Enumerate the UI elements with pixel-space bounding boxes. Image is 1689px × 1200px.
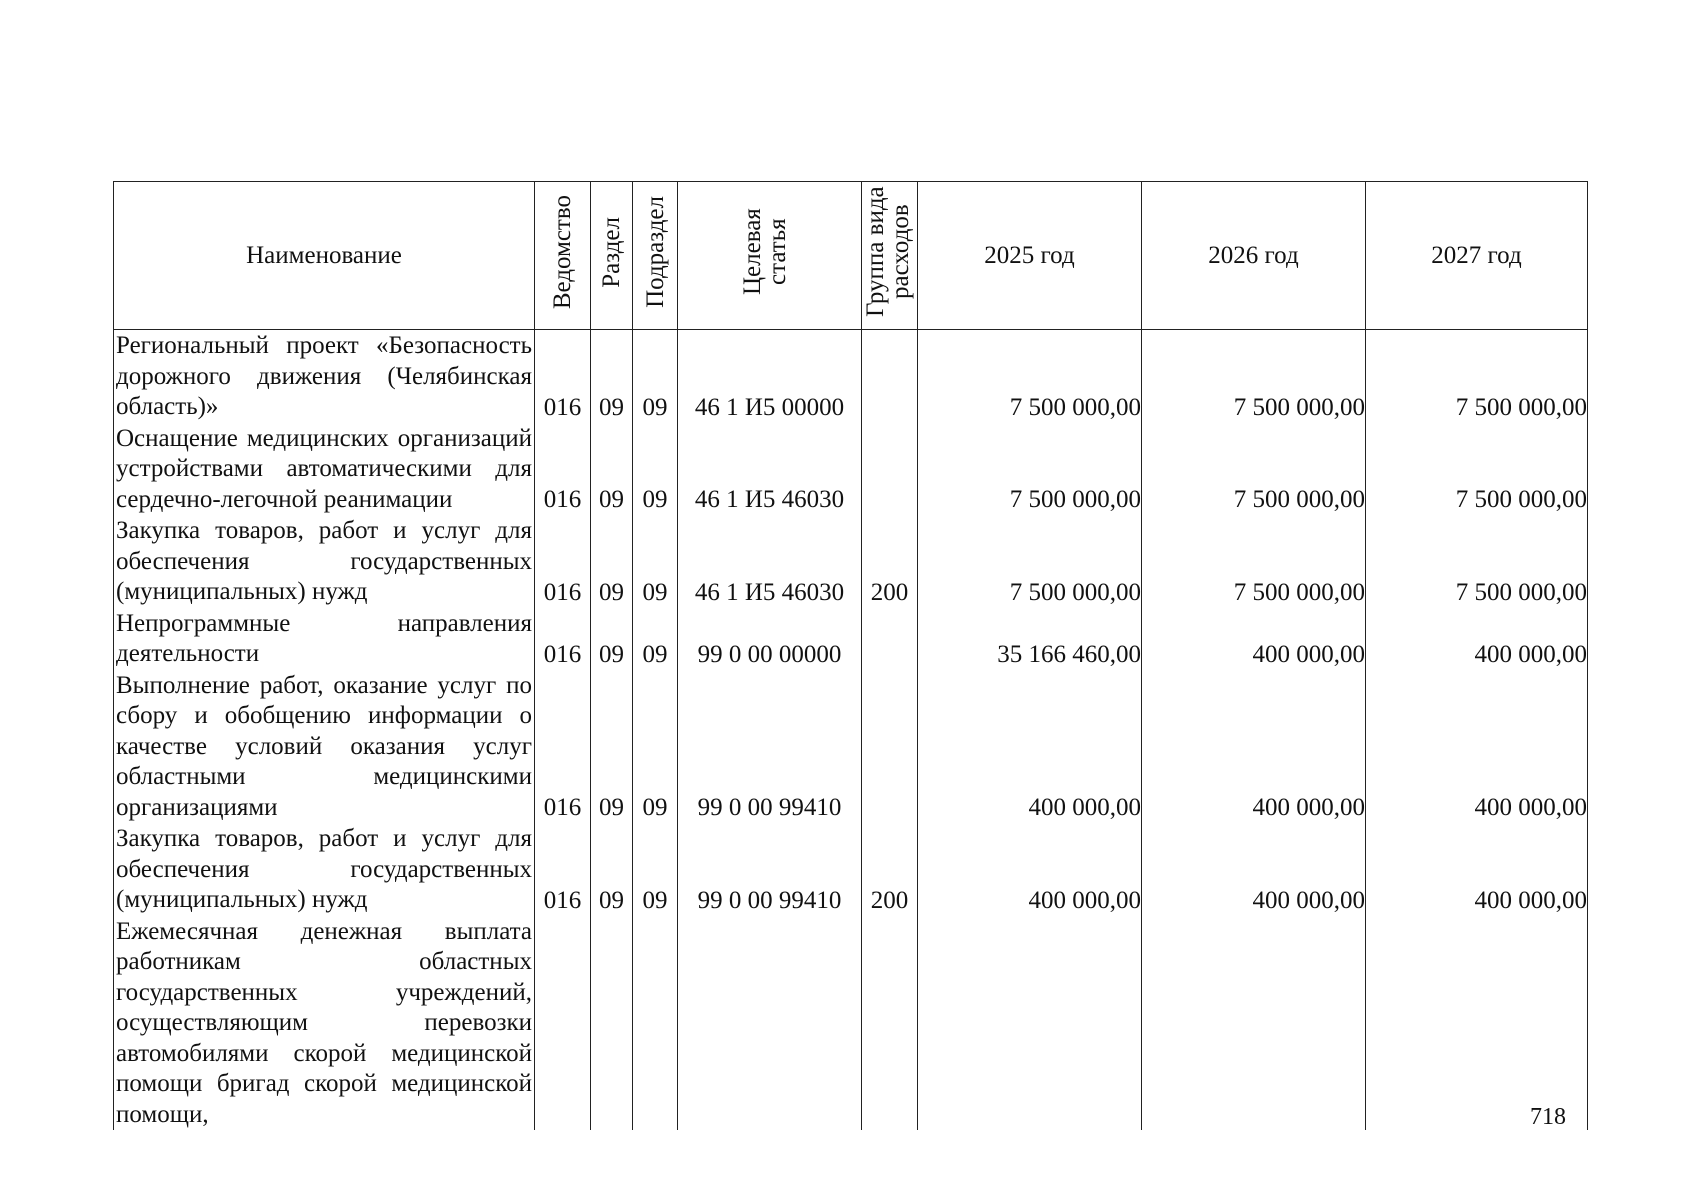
row-gruppa <box>862 608 918 670</box>
row-2026: 7 500 000,00 <box>1142 423 1366 516</box>
row-podrazdel: 09 <box>633 423 678 516</box>
table-row <box>114 330 1588 423</box>
row-2025: 400 000,00 <box>918 670 1142 824</box>
header-gruppa: Группа вида расходов <box>862 182 918 330</box>
row-celevaya: 46 1 И5 46030 <box>678 423 862 516</box>
row-name: Непрограммные направления деятельности <box>114 608 535 670</box>
row-celevaya: 46 1 И5 46030 <box>678 515 862 608</box>
row-gruppa <box>862 423 918 516</box>
header-2027: 2027 год <box>1366 182 1588 330</box>
row-2027: 7 500 000,00 <box>1366 330 1588 423</box>
row-name: Выполнение работ, оказание услуг по сбору и обобщению информации о качестве условий оказания услуг областными медицинскими организациями <box>114 670 535 824</box>
row-2026: 400 000,00 <box>1142 608 1366 670</box>
row-2025: 400 000,00 <box>918 823 1142 916</box>
row-razdel: 09 <box>591 330 633 423</box>
row-2027 <box>1366 916 1588 1131</box>
header-podrazdel: Подраздел <box>633 182 678 330</box>
table-row <box>114 670 1588 824</box>
row-podrazdel <box>633 916 678 1131</box>
header-razdel: Раздел <box>591 182 633 330</box>
row-2026: 400 000,00 <box>1142 823 1366 916</box>
row-gruppa: 200 <box>862 515 918 608</box>
row-vedomstvo: 016 <box>535 423 591 516</box>
row-2027: 7 500 000,00 <box>1366 515 1588 608</box>
table-row <box>114 916 1588 1131</box>
row-razdel: 09 <box>591 608 633 670</box>
row-name: Региональный проект «Безопасность дорожного движения (Челябинская область)» <box>114 330 535 423</box>
table-row <box>114 515 1588 608</box>
row-podrazdel: 09 <box>633 823 678 916</box>
row-vedomstvo: 016 <box>535 670 591 824</box>
row-2026: 7 500 000,00 <box>1142 515 1366 608</box>
row-2025 <box>918 916 1142 1131</box>
row-gruppa <box>862 916 918 1131</box>
row-2026: 7 500 000,00 <box>1142 330 1366 423</box>
row-podrazdel: 09 <box>633 608 678 670</box>
header-2026: 2026 год <box>1142 182 1366 330</box>
table-row <box>114 423 1588 516</box>
row-vedomstvo: 016 <box>535 823 591 916</box>
row-vedomstvo: 016 <box>535 330 591 423</box>
row-razdel: 09 <box>591 423 633 516</box>
header-name: Наименование <box>114 182 535 330</box>
row-celevaya: 46 1 И5 00000 <box>678 330 862 423</box>
row-2025: 7 500 000,00 <box>918 330 1142 423</box>
row-name: Закупка товаров, работ и услуг для обеспечения государственных (муниципальных) нужд <box>114 515 535 608</box>
row-name: Закупка товаров, работ и услуг для обеспечения государственных (муниципальных) нужд <box>114 823 535 916</box>
row-podrazdel: 09 <box>633 515 678 608</box>
row-2027: 400 000,00 <box>1366 670 1588 824</box>
row-2025: 7 500 000,00 <box>918 423 1142 516</box>
header-vedomstvo: Ведомство <box>535 182 591 330</box>
row-razdel: 09 <box>591 823 633 916</box>
row-vedomstvo: 016 <box>535 608 591 670</box>
row-celevaya: 99 0 00 00000 <box>678 608 862 670</box>
header-2025: 2025 год <box>918 182 1142 330</box>
row-podrazdel: 09 <box>633 330 678 423</box>
budget-table <box>113 181 1588 1130</box>
row-razdel: 09 <box>591 515 633 608</box>
row-celevaya: 99 0 00 99410 <box>678 823 862 916</box>
header-row <box>114 182 1588 330</box>
header-celevaya: Целевая статья <box>678 182 862 330</box>
row-2027: 7 500 000,00 <box>1366 423 1588 516</box>
row-vedomstvo <box>535 916 591 1131</box>
page-number: 718 <box>1530 1104 1566 1130</box>
row-2027: 400 000,00 <box>1366 608 1588 670</box>
row-2026 <box>1142 916 1366 1131</box>
row-razdel: 09 <box>591 670 633 824</box>
row-gruppa <box>862 670 918 824</box>
row-2025: 7 500 000,00 <box>918 515 1142 608</box>
table-row <box>114 608 1588 670</box>
row-name: Оснащение медицинских организаций устройствами автоматическими для сердечно-легочной реанимации <box>114 423 535 516</box>
table-row <box>114 823 1588 916</box>
row-name: Ежемесячная денежная выплата работникам областных государственных учреждений, осуществляющим перевозки автомобилями скорой медицинской помощи бригад скорой медицинской помощи, <box>114 916 535 1131</box>
row-2026: 400 000,00 <box>1142 670 1366 824</box>
row-vedomstvo: 016 <box>535 515 591 608</box>
row-gruppa: 200 <box>862 823 918 916</box>
row-celevaya <box>678 916 862 1131</box>
row-podrazdel: 09 <box>633 670 678 824</box>
row-celevaya: 99 0 00 99410 <box>678 670 862 824</box>
row-2027: 400 000,00 <box>1366 823 1588 916</box>
row-2025: 35 166 460,00 <box>918 608 1142 670</box>
row-razdel <box>591 916 633 1131</box>
row-gruppa <box>862 330 918 423</box>
